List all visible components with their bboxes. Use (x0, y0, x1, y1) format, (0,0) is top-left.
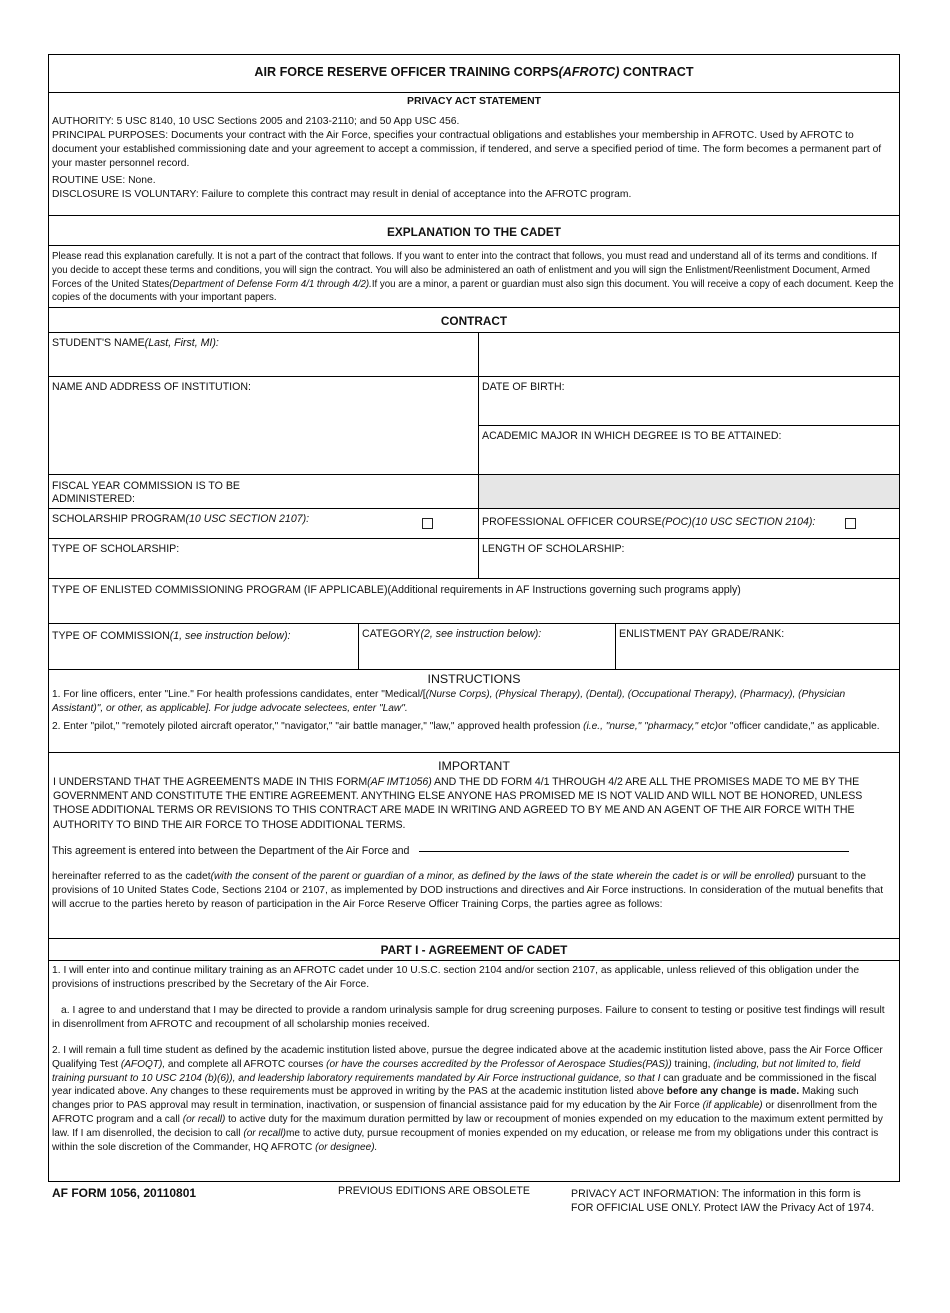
form-title-acronym: (AFROTC) (558, 65, 620, 79)
poc-label: PROFESSIONAL OFFICER COURSE (482, 516, 662, 528)
part1-paragraph-2 (49, 1044, 899, 1155)
part1-heading-box (49, 938, 899, 961)
enlisted-program-field[interactable] (49, 579, 899, 623)
form-title (49, 64, 899, 81)
type-of-scholarship-label: TYPE OF SCHOLARSHIP: (52, 543, 180, 555)
p2-text-5: Making such changes prior to PAS approval may result in termination, inactivation, or suspension of financial assistance paid for my education by the Air Force (52, 1086, 859, 1112)
scholarship-program-hint: (10 USC SECTION 2107): (185, 513, 310, 525)
student-name-value-cell[interactable] (479, 333, 899, 376)
important-section (49, 752, 899, 938)
instruction-2-text-b: or "officer candidate," as applicable. (717, 720, 880, 732)
type-of-commission-field[interactable] (49, 624, 358, 669)
fiscal-year-label-line1: FISCAL YEAR COMMISSION IS TO BE (52, 480, 240, 492)
type-of-commission-label: TYPE OF COMMISSION (52, 630, 170, 642)
type-of-commission-hint: (1, see instruction below): (169, 630, 291, 642)
length-of-scholarship-field[interactable] (479, 539, 899, 578)
privacy-footer (571, 1187, 874, 1215)
explanation-section (49, 245, 899, 307)
p2-text-2: and complete all AFROTC courses (165, 1058, 327, 1070)
form-title-main: AIR FORCE RESERVE OFFICER TRAINING CORPS (254, 65, 559, 79)
type-of-scholarship-field[interactable] (49, 539, 478, 578)
part1-paragraph-1a: a. I agree to and understand that I may be directed to provide a random urinalysis sample for drug screening purposes. Failure to consent to testing or positive test findings will result in disenrollment from AFROTC and recoupment of all scholarship monies received. (52, 1005, 885, 1030)
important-heading: IMPORTANT (438, 759, 510, 773)
explanation-text-a: Please read this explanation carefully. It is not a part of the contract that follows. If you want to enter into the contract that follows, you must read and understand all of its terms and conditions. If you decide to accept these terms and conditions, you will sign the contract. You will also be administered an oath of enlistment and you will sign the Enlistment/Reenlistment Document, Armed Forces of the United States (52, 251, 877, 290)
p2-text-7: to active duty for the maximum duration permitted by law or recoupment of monies expended on my education to the maximum extent permitted by law. If I am disenrolled, the decision to call (52, 1114, 883, 1139)
dob-label: DATE OF BIRTH: (482, 381, 565, 393)
length-of-scholarship-label: LENGTH OF SCHOLARSHIP: (482, 543, 625, 555)
part1-section (49, 960, 899, 1183)
student-name-hint: (Last, First, MI): (144, 337, 219, 349)
instruction-2-italic: (i.e., "nurse," "pharmacy," etc) (583, 720, 718, 732)
privacy-routine-use: ROUTINE USE: None. (52, 175, 156, 187)
hereinafter-text-b: pursuant to the provisions of 10 United States Code, Sections 2104 or 2107, as implemented by DOD instructions and directives and Air Force instructions. In consideration of the mutual benefits that will accrue to the parties hereto by reason of participation in the Air Force Reserve Officer Training Corps, the parties agree as follows: (52, 871, 884, 911)
scholarship-program-checkbox[interactable] (422, 518, 433, 529)
student-name-field[interactable] (49, 333, 478, 376)
privacy-footer-line2: FOR OFFICIAL USE ONLY. Protect IAW the Privacy Act of 1974. (571, 1202, 875, 1215)
hereinafter-text (49, 870, 899, 912)
p2-text-6: or disenrollment from the AFROTC program and a call (52, 1100, 878, 1126)
p2-text-8: me to active duty, pursue recoupment of monies expended on my education, or release me from my obligations under this contract is within the sole discretion of the Commander, HQ AFROTC (52, 1127, 879, 1153)
p2-italic-7: (or designee). (315, 1141, 378, 1153)
important-text-b: AND THE DD FORM 4/1 THROUGH 4/2 ARE ALL THE PROMISES MADE TO ME BY THE GOVERNMENT AND CONSTITUTE THE ENTIRE AGREEMENT. ANYTHING ELSE ANYONE HAS PROMISED ME IS NOT VALID AND WILL NOT BE HONORED, UNLESS THOSE ADDITIONAL TERMS OR REVISIONS TO THIS CONTRACT ARE MADE IN WRITING AND AGREED TO BY ME AND AN AGENT OF THE AIR FORCE WITH THE AUTHORITY TO BIND THE AIR FORCE TO THOSE ADDITIONAL TERMS. (53, 776, 863, 831)
shaded-cell (479, 475, 899, 508)
fiscal-year-label-line2: ADMINISTERED: (52, 493, 135, 506)
explanation-text (49, 250, 899, 305)
poc-field (479, 509, 899, 538)
form-id: AF FORM 1056, 20110801 (52, 1186, 197, 1200)
p2-italic-2: (or have the courses accredited by the Professor of Aerospace Studies(PAS)) (326, 1058, 672, 1070)
institution-label: NAME AND ADDRESS OF INSTITUTION: (52, 381, 251, 393)
pay-grade-label: ENLISTMENT PAY GRADE/RANK: (619, 628, 785, 640)
agreement-text: This agreement is entered into between the Department of the Air Force and (52, 844, 410, 857)
instruction-2-text-a: 2. Enter "pilot," "remotely piloted aircraft operator," "navigator," "air battle manager," "law," approved health profession (52, 720, 584, 732)
privacy-act-section (49, 92, 899, 216)
category-hint: (2, see instruction below): (420, 628, 542, 640)
instruction-1 (49, 688, 899, 716)
agreement-party-blank[interactable] (419, 851, 849, 852)
institution-field[interactable] (49, 377, 478, 474)
privacy-disclosure: DISCLOSURE IS VOLUNTARY: Failure to complete this contract may result in denial of acceptance into the AFROTC program. (52, 189, 632, 201)
privacy-purposes: PRINCIPAL PURPOSES: Documents your contract with the Air Force, specifies your contractual obligations and establishes your membership in AFROTC. Used by AFROTC to document your established commissioning date and your agreement to accept a commission, if tendered, and serve a specified period of time. The form becomes a permanent part of your master personnel record. (52, 130, 882, 170)
hereinafter-text-italic: (with the consent of the parent or guardian of a minor, as defined by the laws of the state wherein the cadet is or will be enrolled) (210, 871, 795, 883)
hereinafter-text-a: hereinafter referred to as the cadet (52, 871, 211, 883)
scholarship-program-label: SCHOLARSHIP PROGRAM (52, 513, 186, 525)
scholarship-program-field (49, 509, 478, 538)
contract-heading: CONTRACT (440, 314, 508, 328)
poc-checkbox[interactable] (845, 518, 856, 529)
privacy-heading: PRIVACY ACT STATEMENT (407, 96, 541, 107)
instructions-heading: INSTRUCTIONS (427, 672, 521, 686)
privacy-footer-line1: PRIVACY ACT INFORMATION: The information in this form is (571, 1188, 861, 1200)
instruction-1-text: 1. For line officers, enter "Line." For health professions candidates, enter "Medical/[ (52, 689, 426, 701)
instruction-2 (49, 720, 899, 734)
p2-italic-1: (AFOQT), (120, 1058, 166, 1070)
important-text-a: I UNDERSTAND THAT THE AGREEMENTS MADE IN THIS FORM (53, 776, 368, 789)
part1-heading: PART I - AGREEMENT OF CADET (380, 943, 568, 957)
p2-italic-6: (or recall) (243, 1127, 286, 1139)
agreement-line (49, 844, 899, 859)
pay-grade-field[interactable] (616, 624, 899, 669)
academic-major-label: ACADEMIC MAJOR IN WHICH DEGREE IS TO BE ATTAINED: (482, 430, 782, 442)
explanation-text-italic: (Department of Defense Form 4/1 through 4/2). (169, 278, 372, 290)
p2-italic-3: (including, but not limited to, field training pursuant to 10 USC 2104 (b)(6)), and leadership laboratory requirements mandated by Air Force instructional guidance, so that I (52, 1058, 861, 1084)
p2-bold-1: before any change is made. (666, 1086, 800, 1098)
enlisted-program-label: TYPE OF ENLISTED COMMISSIONING PROGRAM (IF APPLICABLE)(Additional requirements in AF Instructions governing such programs apply) (52, 584, 741, 596)
instruction-1-italic: (Nurse Corps), (Physical Therapy), (Dental), (Occupational Therapy), (Pharmacy), (Physician Assistant)", or other, as applicable]. For judge advocate selectees, enter "Law". (52, 689, 846, 714)
student-name-label: STUDENT'S NAME (52, 337, 145, 349)
p2-text-4: can graduate and be commissioned in the fiscal year indicated above. Any changes to these requirements must be approved in writing by the PAS at the academic institution listed above (52, 1072, 877, 1098)
af-form-1056 (48, 54, 900, 1182)
category-field[interactable] (359, 624, 615, 669)
p2-italic-4: (if applicable) (702, 1100, 763, 1112)
explanation-text-b: If you are a minor, a parent or guardian must also sign this document. You will receive a copy of each document. Keep the copies of the documents with your important papers. (52, 278, 894, 304)
explanation-heading-box (49, 215, 899, 246)
dob-field[interactable] (479, 377, 899, 425)
academic-major-field[interactable] (479, 426, 899, 474)
fiscal-year-field[interactable] (49, 475, 478, 508)
p2-italic-5: (or recall) (182, 1114, 226, 1126)
contract-heading-box (49, 307, 899, 333)
p2-text-3: training, (671, 1058, 714, 1070)
obsolete-notice: PREVIOUS EDITIONS ARE OBSOLETE (338, 1185, 530, 1197)
important-text (49, 775, 899, 832)
p2-text-1: 2. I will remain a full time student as defined by the academic institution listed above, pursue the degree indicated above at the academic institution listed above, pass the Air Force Officer Qualifying Test (52, 1045, 883, 1070)
form-title-suffix: CONTRACT (619, 65, 694, 79)
part1-paragraph-1: 1. I will enter into and continue military training as an AFROTC cadet under 10 U.S.C. section 2104 and/or section 2107, as applicable, unless relieved of this obligation under the provisions of instructions prescribed by the Secretary of the Air Force. (52, 965, 860, 990)
instructions-section (49, 670, 899, 752)
category-label: CATEGORY (362, 628, 421, 640)
important-text-italic: (AF IMT1056) (367, 776, 432, 789)
privacy-authority: AUTHORITY: 5 USC 8140, 10 USC Sections 2005 and 2103-2110; and 50 App USC 456. (52, 116, 460, 128)
poc-hint: (POC)(10 USC SECTION 2104): (661, 516, 816, 528)
explanation-heading: EXPLANATION TO THE CADET (387, 225, 561, 239)
